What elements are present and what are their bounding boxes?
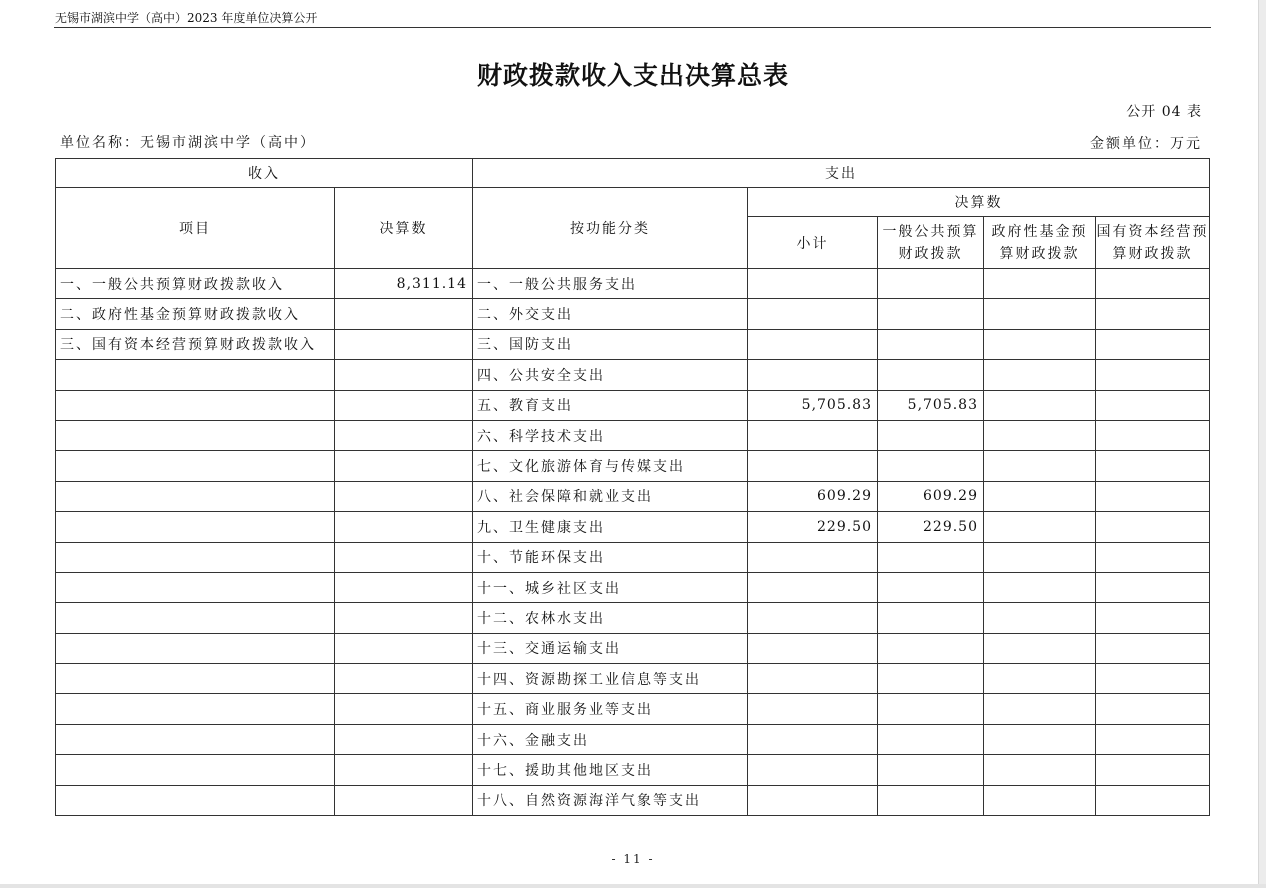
expense-item-cell: 五、教育支出	[473, 390, 748, 420]
state-capital-cell	[1096, 785, 1210, 815]
running-header: 无锡市湖滨中学（高中）2023 年度单位决算公开	[55, 11, 318, 25]
income-item-cell	[56, 360, 335, 390]
table-row	[56, 451, 1210, 481]
income-amount-cell: 8,311.14	[335, 269, 473, 299]
general-budget-cell	[878, 664, 984, 694]
gov-fund-cell	[984, 360, 1096, 390]
gov-fund-cell	[984, 269, 1096, 299]
gov-fund-cell	[984, 481, 1096, 511]
income-item-cell: 三、国有资本经营预算财政拨款收入	[56, 329, 335, 359]
gov-fund-cell	[984, 451, 1096, 481]
table-row	[56, 360, 1210, 390]
subtotal-cell	[748, 664, 878, 694]
state-capital-cell	[1096, 512, 1210, 542]
table-row	[56, 299, 1210, 329]
state-capital-cell	[1096, 603, 1210, 633]
subtotal-cell	[748, 633, 878, 663]
income-amount-cell	[335, 390, 473, 420]
general-budget-cell	[878, 755, 984, 785]
state-capital-cell	[1096, 542, 1210, 572]
expense-item-cell: 九、卫生健康支出	[473, 512, 748, 542]
state-capital-cell	[1096, 694, 1210, 724]
income-amount-cell	[335, 664, 473, 694]
expense-item-cell: 十三、交通运输支出	[473, 633, 748, 663]
expense-item-cell: 十一、城乡社区支出	[473, 572, 748, 602]
table-row	[56, 785, 1210, 815]
final-amount-group-header: 决算数	[748, 188, 1210, 217]
table-row	[56, 694, 1210, 724]
subtotal-cell	[748, 542, 878, 572]
expense-item-cell: 一、一般公共服务支出	[473, 269, 748, 299]
general-budget-cell	[878, 785, 984, 815]
subtotal-cell: 5,705.83	[748, 390, 878, 420]
income-amount-cell	[335, 785, 473, 815]
amount-unit: 金额单位：万元	[1090, 136, 1202, 152]
subtotal-cell	[748, 360, 878, 390]
general-budget-cell	[878, 299, 984, 329]
state-capital-cell	[1096, 481, 1210, 511]
table-row	[56, 603, 1210, 633]
income-amount-cell	[335, 572, 473, 602]
table-row	[56, 420, 1210, 450]
income-amount-cell	[335, 451, 473, 481]
subtotal-cell	[748, 420, 878, 450]
form-code: 公开 04 表	[1126, 104, 1202, 120]
gov-fund-cell	[984, 755, 1096, 785]
expense-item-cell: 十四、资源勘探工业信息等支出	[473, 664, 748, 694]
state-capital-cell	[1096, 755, 1210, 785]
state-capital-cell	[1096, 390, 1210, 420]
income-amount-cell	[335, 329, 473, 359]
expense-item-cell: 三、国防支出	[473, 329, 748, 359]
income-amount-header: 决算数	[335, 188, 473, 269]
subtotal-cell	[748, 572, 878, 602]
subtotal-cell: 229.50	[748, 512, 878, 542]
expense-item-cell: 八、社会保障和就业支出	[473, 481, 748, 511]
state-capital-cell	[1096, 451, 1210, 481]
state-capital-cell	[1096, 360, 1210, 390]
table-row	[56, 633, 1210, 663]
income-item-cell	[56, 664, 335, 694]
expense-item-cell: 十八、自然资源海洋气象等支出	[473, 785, 748, 815]
expense-item-cell: 二、外交支出	[473, 299, 748, 329]
state-capital-cell	[1096, 299, 1210, 329]
general-budget-cell	[878, 269, 984, 299]
gov-fund-cell	[984, 664, 1096, 694]
income-item-cell	[56, 724, 335, 754]
income-item-header: 项目	[56, 188, 335, 269]
viewer-scroll-gutter	[1258, 0, 1266, 888]
income-amount-cell	[335, 755, 473, 785]
gov-fund-cell	[984, 572, 1096, 602]
state-capital-cell	[1096, 329, 1210, 359]
expense-item-cell: 十五、商业服务业等支出	[473, 694, 748, 724]
subtotal-cell	[748, 755, 878, 785]
general-budget-cell	[878, 724, 984, 754]
expense-item-cell: 十二、农林水支出	[473, 603, 748, 633]
gov-fund-cell	[984, 390, 1096, 420]
table-row	[56, 755, 1210, 785]
viewer-bottom-edge	[0, 884, 1266, 888]
table-row	[56, 481, 1210, 511]
gov-fund-cell	[984, 299, 1096, 329]
income-amount-cell	[335, 603, 473, 633]
general-budget-cell	[878, 542, 984, 572]
general-budget-cell: 229.50	[878, 512, 984, 542]
table-row	[56, 542, 1210, 572]
income-item-cell	[56, 694, 335, 724]
gov-fund-cell	[984, 603, 1096, 633]
income-item-cell	[56, 755, 335, 785]
income-item-cell	[56, 603, 335, 633]
income-amount-cell	[335, 694, 473, 724]
gov-fund-cell	[984, 512, 1096, 542]
unit-name: 单位名称：无锡市湖滨中学（高中）	[60, 135, 316, 151]
general-budget-cell	[878, 603, 984, 633]
income-amount-cell	[335, 633, 473, 663]
income-amount-cell	[335, 724, 473, 754]
subtotal-header: 小计	[748, 217, 878, 269]
income-item-cell	[56, 633, 335, 663]
general-budget-cell	[878, 633, 984, 663]
general-budget-cell	[878, 329, 984, 359]
state-capital-cell	[1096, 724, 1210, 754]
gov-fund-cell	[984, 329, 1096, 359]
document-title: 财政拨款收入支出决算总表	[476, 61, 789, 90]
income-item-cell	[56, 572, 335, 602]
gov-fund-cell	[984, 724, 1096, 754]
table-row	[56, 329, 1210, 359]
income-item-cell	[56, 512, 335, 542]
state-capital-header: 国有资本经营预算财政拨款	[1096, 217, 1210, 269]
expense-item-cell: 四、公共安全支出	[473, 360, 748, 390]
general-budget-cell: 609.29	[878, 481, 984, 511]
state-capital-cell	[1096, 664, 1210, 694]
gov-fund-cell	[984, 785, 1096, 815]
state-capital-cell	[1096, 572, 1210, 602]
table-row	[56, 664, 1210, 694]
general-budget-cell: 5,705.83	[878, 390, 984, 420]
header-divider	[54, 27, 1211, 28]
general-budget-cell	[878, 451, 984, 481]
income-item-cell: 二、政府性基金预算财政拨款收入	[56, 299, 335, 329]
table-row	[56, 572, 1210, 602]
income-amount-cell	[335, 360, 473, 390]
subtotal-cell	[748, 785, 878, 815]
gov-fund-cell	[984, 420, 1096, 450]
expense-item-cell: 十、节能环保支出	[473, 542, 748, 572]
subtotal-cell	[748, 603, 878, 633]
subtotal-cell	[748, 694, 878, 724]
gov-fund-cell	[984, 542, 1096, 572]
income-amount-cell	[335, 481, 473, 511]
income-item-cell	[56, 481, 335, 511]
subtotal-cell	[748, 451, 878, 481]
subtotal-cell	[748, 299, 878, 329]
table-row	[56, 390, 1210, 420]
state-capital-cell	[1096, 420, 1210, 450]
expense-item-cell: 十六、金融支出	[473, 724, 748, 754]
income-item-cell	[56, 451, 335, 481]
income-amount-cell	[335, 512, 473, 542]
income-amount-cell	[335, 299, 473, 329]
functional-class-header: 按功能分类	[473, 188, 748, 269]
table-row	[56, 512, 1210, 542]
general-budget-cell	[878, 360, 984, 390]
income-section-header: 收入	[56, 159, 473, 188]
table-row	[56, 724, 1210, 754]
expense-section-header: 支出	[473, 159, 1210, 188]
general-budget-header: 一般公共预算财政拨款	[878, 217, 984, 269]
expense-item-cell: 十七、援助其他地区支出	[473, 755, 748, 785]
general-budget-cell	[878, 694, 984, 724]
table-row	[56, 269, 1210, 299]
income-item-cell: 一、一般公共预算财政拨款收入	[56, 269, 335, 299]
page-number: - 11 -	[611, 852, 655, 866]
state-capital-cell	[1096, 633, 1210, 663]
general-budget-cell	[878, 572, 984, 602]
income-amount-cell	[335, 420, 473, 450]
income-item-cell	[56, 542, 335, 572]
subtotal-cell: 609.29	[748, 481, 878, 511]
gov-fund-cell	[984, 633, 1096, 663]
subtotal-cell	[748, 269, 878, 299]
subtotal-cell	[748, 329, 878, 359]
general-budget-cell	[878, 420, 984, 450]
income-item-cell	[56, 785, 335, 815]
gov-fund-header: 政府性基金预算财政拨款	[984, 217, 1096, 269]
income-item-cell	[56, 390, 335, 420]
state-capital-cell	[1096, 269, 1210, 299]
expense-item-cell: 六、科学技术支出	[473, 420, 748, 450]
expense-item-cell: 七、文化旅游体育与传媒支出	[473, 451, 748, 481]
fiscal-summary-table	[55, 158, 1210, 816]
income-item-cell	[56, 420, 335, 450]
gov-fund-cell	[984, 694, 1096, 724]
subtotal-cell	[748, 724, 878, 754]
income-amount-cell	[335, 542, 473, 572]
